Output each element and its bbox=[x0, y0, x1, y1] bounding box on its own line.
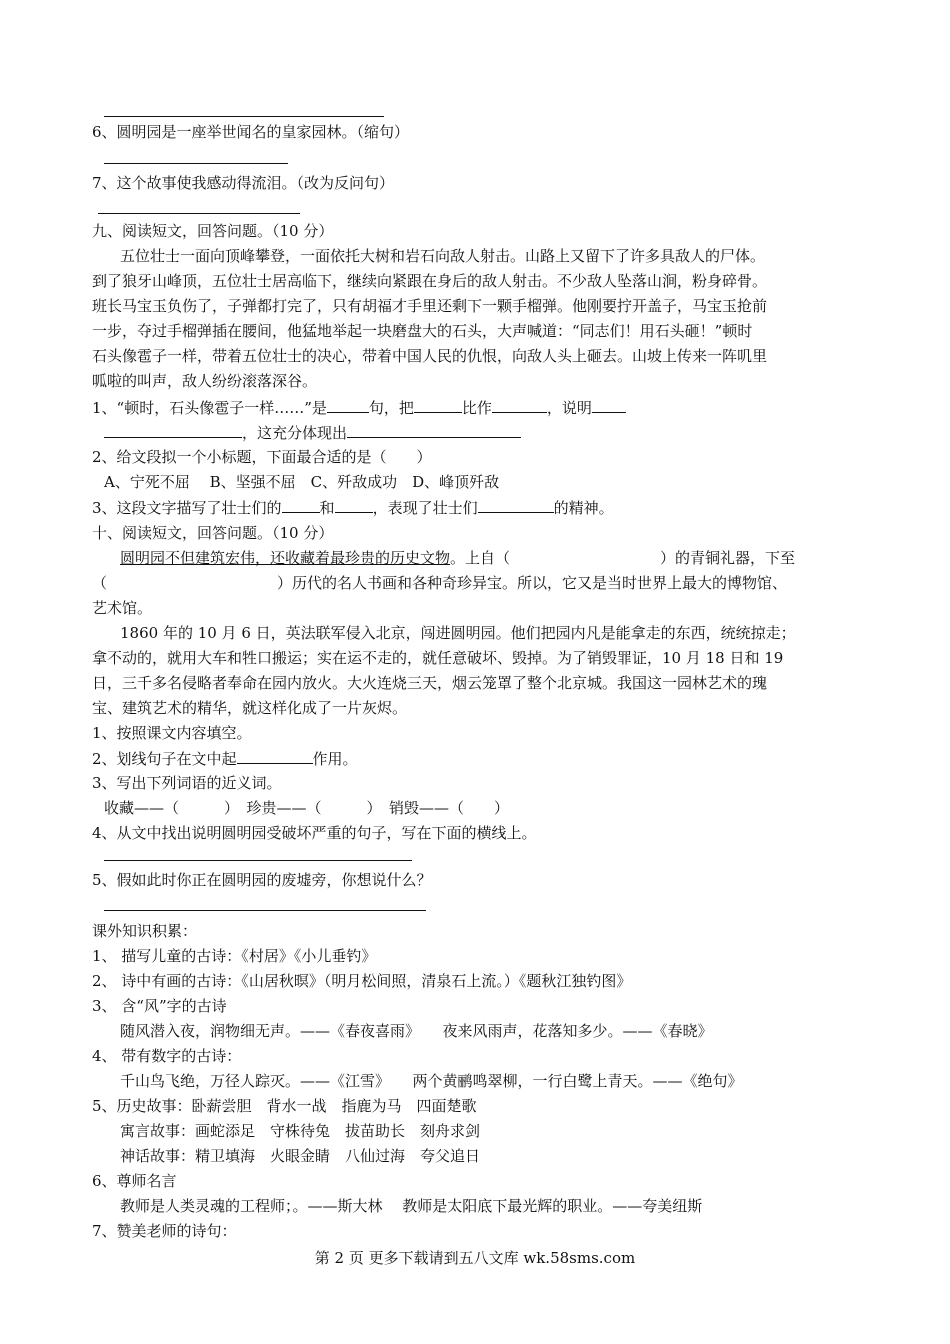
extra-item: 5、历史故事：卧薪尝胆 背水一战 指鹿为马 四面楚歌 bbox=[92, 1097, 477, 1115]
answer-line bbox=[104, 860, 412, 861]
s9-question-1-cont: ，这充分体现出 bbox=[104, 422, 521, 443]
fill-blank bbox=[104, 422, 242, 438]
fill-blank bbox=[335, 497, 373, 513]
passage-line: 呱啦的叫声，敌人纷纷滚落深谷。 bbox=[92, 372, 318, 390]
fill-blank bbox=[347, 422, 521, 438]
s9-question-2-options: A、宁死不屈 B、坚强不屈 C、歼敌成功 D、峰顶歼敌 bbox=[104, 473, 500, 491]
extra-item: 2、 诗中有画的古诗：《山居秋暝》（明月松间照，清泉石上流。）《题秋江独钓图》 bbox=[92, 972, 632, 990]
extra-item: 千山鸟飞绝，万径人踪灭。——《江雪》 两个黄鹂鸣翠柳，一行白鹭上青天。——《绝句》 bbox=[120, 1072, 743, 1090]
section-9-title: 九、阅读短文，回答问题。（10 分） bbox=[92, 222, 334, 240]
underlined-sentence: 圆明园不但建筑宏伟，还收藏着最珍贵的历史文物 bbox=[120, 549, 451, 567]
extra-item: 寓言故事：画蛇添足 守株待兔 拔苗助长 刻舟求剑 bbox=[120, 1122, 481, 1140]
extra-item: 7、赞美老师的诗句： bbox=[92, 1222, 237, 1240]
passage-line: 到了狼牙山峰顶，五位壮士居高临下，继续向紧跟在身后的敌人射击。不少敌人坠落山涧，粉身碎骨。 bbox=[92, 272, 768, 290]
passage-line: 1860 年的 10 月 6 日，英法联军侵入北京，闯进圆明园。他们把园内凡是能拿走的东西，统统掠走； bbox=[120, 624, 796, 642]
fill-blank bbox=[282, 497, 320, 513]
answer-line bbox=[104, 910, 426, 911]
answer-line bbox=[104, 116, 384, 117]
passage-line: 宝、建筑艺术的精华，就这样化成了一片灰烬。 bbox=[92, 699, 408, 717]
s10-question-4: 4、从文中找出说明圆明园受破坏严重的句子，写在下面的横线上。 bbox=[92, 824, 537, 842]
s9-question-1: 1、“顿时，石头像雹子一样……”是 句，把 比作 ，说明 bbox=[92, 397, 626, 418]
section-10-title: 十、阅读短文，回答问题。（10 分） bbox=[92, 524, 334, 542]
page-footer: 第 2 页 更多下载请到五八文库 wk.58sms.com bbox=[314, 1249, 636, 1267]
extra-item: 1、 描写儿童的古诗：《村居》《小儿垂钓》 bbox=[92, 947, 377, 965]
s10-question-3-words: 收藏——（ ） 珍贵——（ ） 销毁——（ ） bbox=[104, 799, 510, 817]
passage-line: 一步，夺过手榴弹插在腰间，他猛地举起一块磨盘大的石头，大声喊道：“同志们！用石头砸！”顿时 bbox=[92, 322, 753, 340]
passage-line: 拿不动的，就用大车和牲口搬运；实在运不走的，就任意破坏、毁掉。为了销毁罪证，10 月 18 日和 19 bbox=[92, 649, 784, 667]
passage-line: 五位壮士一面向顶峰攀登，一面依托大树和岩石向敌人射击。山路上又留下了许多具敌人的尸体。 bbox=[120, 247, 766, 265]
extra-item: 神话故事：精卫填海 火眼金睛 八仙过海 夸父追日 bbox=[120, 1147, 481, 1165]
extra-item: 3、 含“风”字的古诗 bbox=[92, 997, 227, 1015]
passage-line: 日，三千多名侵略者奉命在园内放火。大火连烧三天，烟云笼罩了整个北京城。我国这一园林艺术的瑰 bbox=[92, 674, 768, 692]
extra-item: 教师是人类灵魂的工程师；。——斯大林 教师是太阳底下最光辉的职业。——夸美纽斯 bbox=[120, 1197, 703, 1215]
s10-question-1: 1、按照课文内容填空。 bbox=[92, 724, 252, 742]
s9-question-3: 3、这段文字描写了壮士们的 和 ，表现了壮士们 的精神。 bbox=[92, 499, 614, 517]
answer-line bbox=[104, 163, 288, 164]
extra-knowledge-title: 课外知识积累： bbox=[92, 922, 198, 940]
passage-line: 班长马宝玉负伤了，子弹都打完了，只有胡福才手里还剩下一颗手榴弹。他刚要拧开盖子，马宝玉抢前 bbox=[92, 297, 768, 315]
fill-blank bbox=[492, 397, 547, 413]
extra-item: 随风潜入夜，润物细无声。——《春夜喜雨》 夜来风雨声，花落知多少。——《春晓》 bbox=[120, 1022, 713, 1040]
fill-blank bbox=[237, 748, 313, 764]
question-6: 6、圆明园是一座举世闻名的皇家园林。（缩句） bbox=[92, 123, 410, 141]
fill-blank bbox=[327, 397, 369, 413]
fill-blank bbox=[592, 397, 626, 413]
passage-line: 圆明园不但建筑宏伟，还收藏着最珍贵的历史文物。上自（ ）的青铜礼器，下至 bbox=[120, 549, 796, 567]
extra-item: 6、尊师名言 bbox=[92, 1172, 177, 1190]
s9-question-2: 2、给文段拟一个小标题，下面最合适的是（ ） bbox=[92, 448, 432, 466]
answer-line bbox=[98, 213, 300, 214]
s10-question-5: 5、假如此时你正在圆明园的废墟旁，你想说什么？ bbox=[92, 871, 432, 889]
passage-line: 石头像雹子一样，带着五位壮士的决心，带着中国人民的仇恨，向敌人头上砸去。山坡上传来一阵叽里 bbox=[92, 347, 768, 365]
fill-blank bbox=[478, 497, 554, 513]
extra-item: 4、 带有数字的古诗： bbox=[92, 1047, 242, 1065]
fill-blank bbox=[414, 397, 462, 413]
passage-line: （ ）历代的名人书画和各种奇珍异宝。所以，它又是当时世界上最大的博物馆、 bbox=[92, 574, 788, 592]
question-7: 7、这个故事使我感动得流泪。（改为反问句） bbox=[92, 174, 395, 192]
passage-line: 艺术馆。 bbox=[92, 599, 153, 617]
s10-question-2: 2、划线句子在文中起 作用。 bbox=[92, 750, 358, 768]
s10-question-3: 3、写出下列词语的近义词。 bbox=[92, 774, 282, 792]
